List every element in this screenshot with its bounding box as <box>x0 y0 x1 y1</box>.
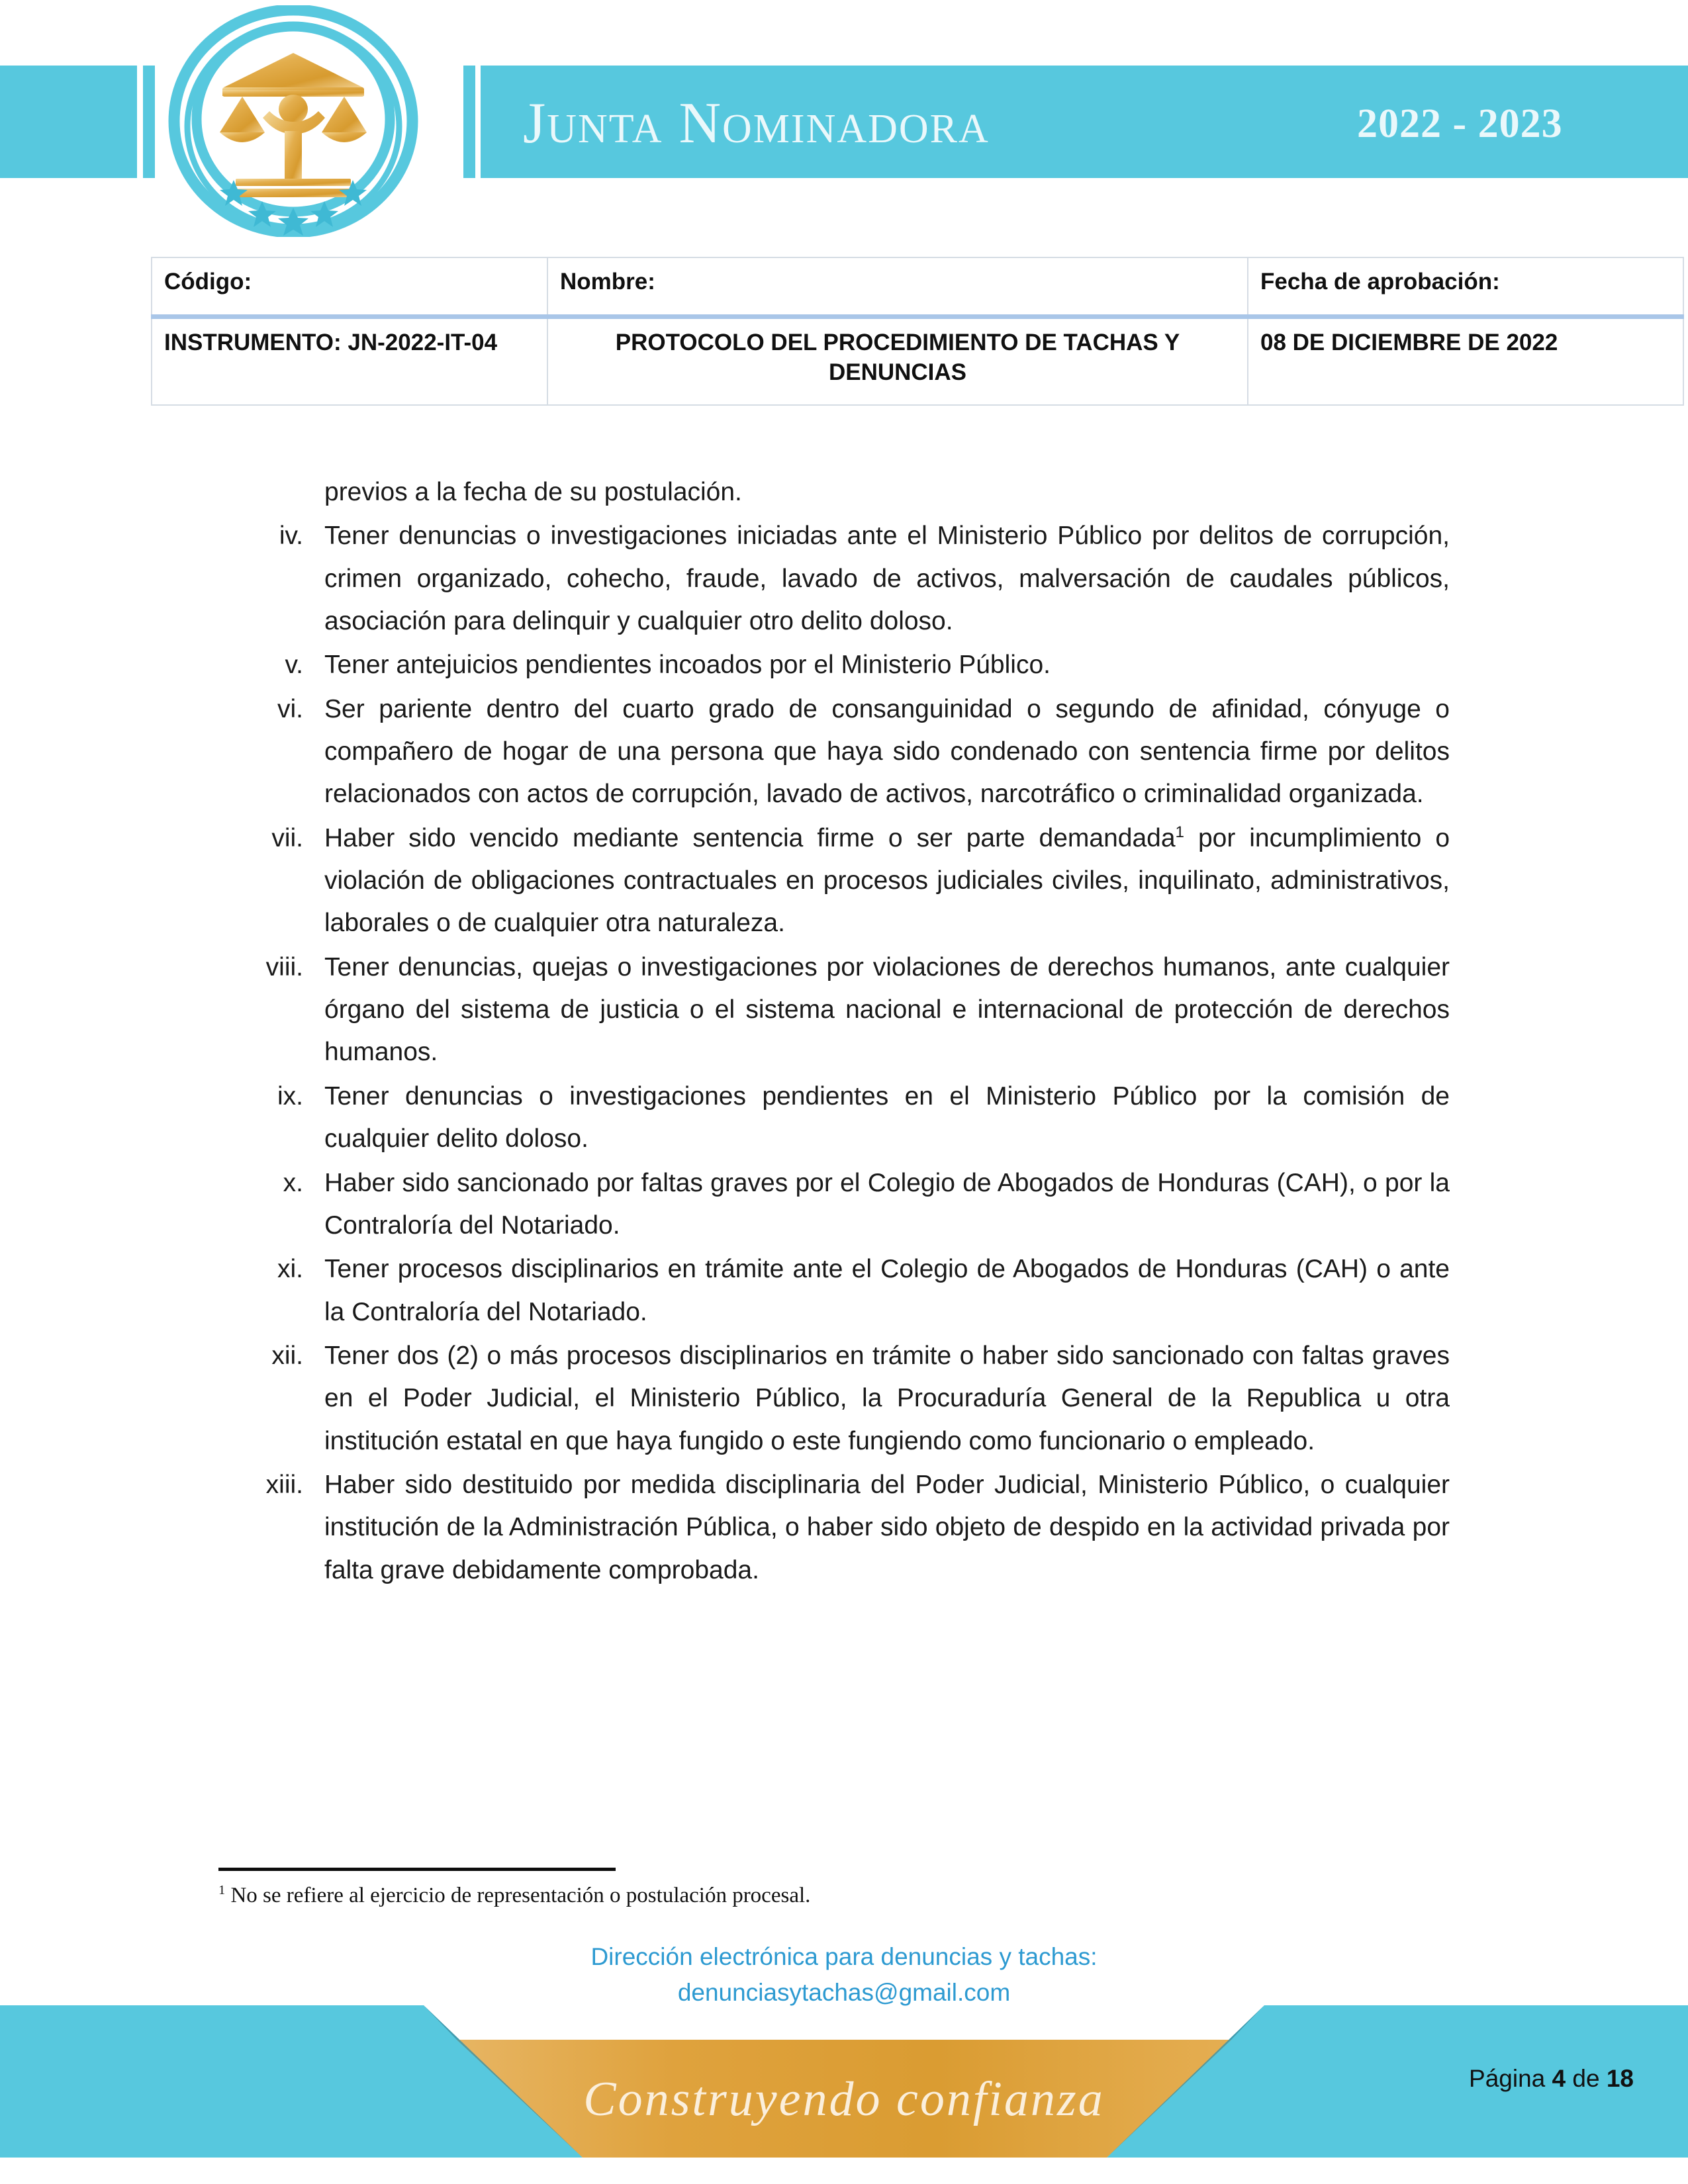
page-title: Junta Nominadora <box>523 91 990 156</box>
cell-codigo-value: INSTRUMENTO: JN-2022-IT-04 <box>152 316 547 405</box>
page-middle: de <box>1566 2065 1607 2092</box>
list-item-marker: ix. <box>277 1081 303 1111</box>
table-row-headers <box>152 257 1683 316</box>
page-footer <box>0 1939 1688 2184</box>
list-item-text-before-footnote: Haber sido vencido mediante sentencia firme o ser parte demandada <box>324 823 1176 852</box>
list-item-marker: v. <box>285 651 303 680</box>
footnote <box>218 1882 1278 1910</box>
header-band-accent-bar-left <box>143 66 155 178</box>
cell-fecha-value: 08 DE DICIEMBRE DE 2022 <box>1248 316 1683 405</box>
footer-email-address[interactable]: denunciasytachas@gmail.com <box>677 1978 1011 2006</box>
footnote-separator <box>218 1868 616 1871</box>
page-number <box>1469 2065 1634 2093</box>
list-item <box>218 688 1450 816</box>
list-item <box>218 1075 1450 1161</box>
page-header <box>0 0 1688 218</box>
table-row-values <box>152 316 1683 405</box>
list-item <box>218 1335 1450 1463</box>
list-item-text: Tener dos (2) o más procesos disciplinarios en trámite o haber sido sancionado con faltas graves en el Poder Judicial, el Ministerio Público, la Procuraduría General de la Republica u otra institución estatal en que haya fungido o este fungiendo como funcionario o empleado. <box>324 1341 1450 1455</box>
list-item <box>218 817 1450 945</box>
list-item-marker: xi. <box>277 1255 303 1284</box>
page-total: 18 <box>1606 2065 1634 2092</box>
list-item <box>218 1162 1450 1248</box>
footnote-text: No se refiere al ejercicio de representación o postulación procesal. <box>230 1884 811 1907</box>
junta-nominadora-seal-icon <box>164 5 422 237</box>
footer-slogan: Construyendo confianza <box>583 2072 1105 2126</box>
list-item <box>218 644 1450 686</box>
requirements-list <box>218 515 1450 1592</box>
page-prefix: Página <box>1469 2065 1552 2092</box>
list-item-text: Ser pariente dentro del cuarto grado de consanguinidad o segundo de afinidad, cónyuge o compañero de hogar de una persona que haya sido condenado con sentencia firme por delitos relacionados con actos de corrupción, lavado de activos, narcotráfico o criminalidad organizada. <box>324 694 1450 809</box>
cell-codigo-label: Código: <box>152 257 547 316</box>
list-item-text: Tener denuncias, quejas o investigaciones por violaciones de derechos humanos, ante cualquier órgano del sistema de justicia o el sistema nacional e internacional de protección de derechos humanos. <box>324 952 1450 1067</box>
list-item <box>218 515 1450 643</box>
footer-email-label: Dirección electrónica para denuncias y tachas: <box>590 1943 1098 1970</box>
footnote-marker: 1 <box>218 1883 226 1897</box>
document-body <box>218 471 1450 1592</box>
list-item-text: Haber sido sancionado por faltas graves por el Colegio de Abogados de Honduras (CAH), o por la Contraloría del Notariado. <box>324 1168 1450 1240</box>
footnote-reference: 1 <box>1175 823 1184 841</box>
header-band-accent-bar-right <box>463 66 475 178</box>
list-item-text: Tener denuncias o investigaciones iniciadas ante el Ministerio Público por delitos de corrupción, crimen organizado, cohecho, fraude, lavado de activos, malversación de caudales públicos, asociación para delinquir y cualquier otro delito doloso. <box>324 522 1450 636</box>
list-item-text: Tener denuncias o investigaciones pendientes en el Ministerio Público por la comisión de cualquier delito doloso. <box>324 1081 1450 1154</box>
list-item-text-after-footnote: por incumplimiento o violación de obligaciones contractuales en procesos judiciales civiles, inquilinato, administrativos, laborales o de cualquier otra naturaleza. <box>324 823 1450 938</box>
list-item-marker: xiii. <box>265 1470 303 1499</box>
list-item-text: Tener procesos disciplinarios en trámite ante el Colegio de Abogados de Honduras (CAH) o ante la Contraloría del Notariado. <box>324 1255 1450 1326</box>
list-item-marker: viii. <box>265 952 303 981</box>
list-item-marker: x. <box>283 1168 303 1197</box>
list-item-text: Haber sido destituido por medida disciplinaria del Poder Judicial, Ministerio Público, o cualquier institución de la Administración Pública, o haber sido objeto de despido en la actividad privada por falta grave debidamente comprobada. <box>324 1470 1450 1584</box>
page-current: 4 <box>1552 2065 1566 2092</box>
document-info-table <box>151 257 1684 406</box>
cell-nombre-label: Nombre: <box>547 257 1248 316</box>
list-item-marker: vii. <box>271 823 303 852</box>
cell-fecha-label: Fecha de aprobación: <box>1248 257 1683 316</box>
footer-contact-block <box>0 1939 1688 2010</box>
list-item <box>218 946 1450 1074</box>
list-item-text: Tener antejuicios pendientes incoados por el Ministerio Público. <box>324 651 1051 680</box>
list-item <box>218 1464 1450 1592</box>
list-item-marker: iv. <box>279 522 303 551</box>
list-item <box>218 1248 1450 1334</box>
header-years-label: 2022 - 2023 <box>1357 101 1563 146</box>
header-band-left-segment <box>0 66 137 178</box>
cell-nombre-value: PROTOCOLO DEL PROCEDIMIENTO DE TACHAS Y DENUNCIAS <box>547 316 1248 405</box>
continuation-line: previos a la fecha de su postulación. <box>324 478 742 506</box>
list-item-marker: vi. <box>277 694 303 723</box>
list-item-marker: xii. <box>271 1341 303 1370</box>
